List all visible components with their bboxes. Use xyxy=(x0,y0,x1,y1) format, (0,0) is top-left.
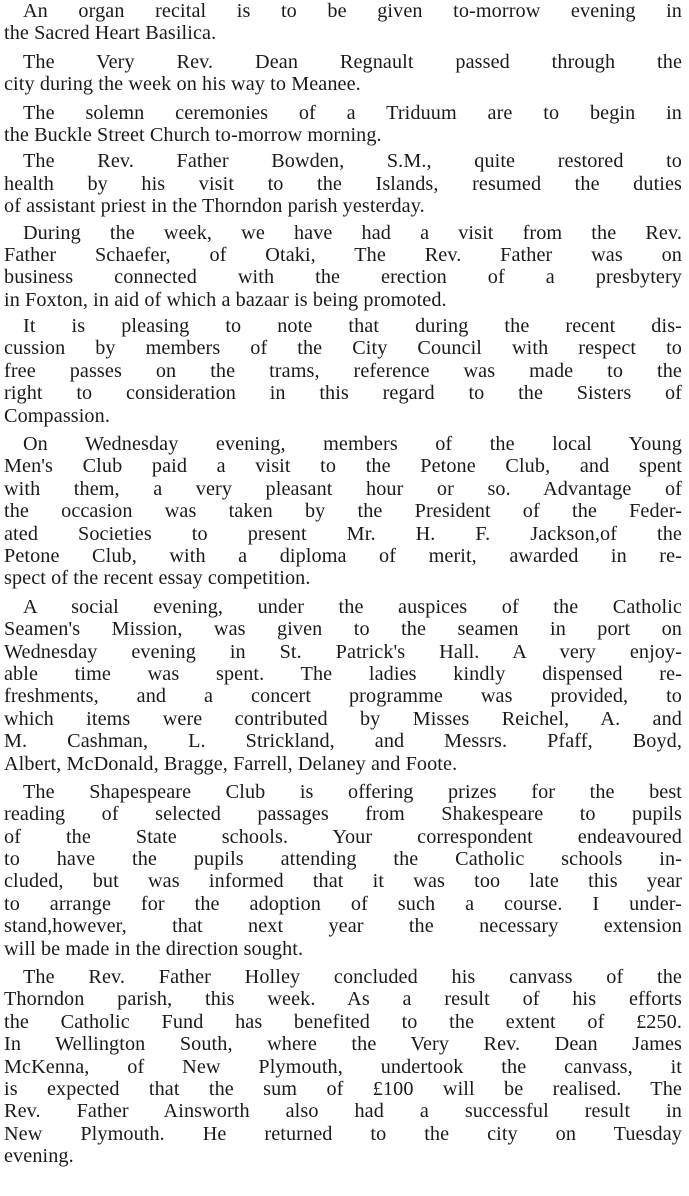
news-paragraph xyxy=(4,966,682,1168)
text-line: evening. xyxy=(4,1145,74,1168)
text-line: of the State schools. Your correspondent endeavoured xyxy=(4,825,682,848)
text-line: to arrange for the adoption of such a course. I under- xyxy=(4,892,682,915)
news-column xyxy=(4,0,682,1168)
text-line: Father Schaefer, of Otaki, The Rev. Father was on xyxy=(4,243,682,266)
news-paragraph xyxy=(4,222,682,312)
text-line: the Sacred Heart Basilica. xyxy=(4,22,217,45)
news-paragraph xyxy=(4,0,682,45)
text-line: stand,however, that next year the necessary extension xyxy=(4,915,682,938)
text-line: McKenna, of New Plymouth, undertook the canvass, it xyxy=(4,1055,682,1078)
text-line: of assistant priest in the Thorndon parish yesterday. xyxy=(4,195,425,218)
text-line: reading of selected passages from Shakespeare to pupils xyxy=(4,803,682,826)
text-line: Albert, McDonald, Bragge, Farrell, Delaney and Foote. xyxy=(4,752,458,775)
text-line: The Rev. Father Holley concluded his canvass of the xyxy=(23,966,682,989)
text-line: ated Societies to present Mr. H. F. Jackson,of the xyxy=(4,522,682,545)
news-paragraph xyxy=(4,51,682,96)
text-line: An organ recital is to be given to-morrow evening in xyxy=(23,0,682,22)
text-line: will be made in the direction sought. xyxy=(4,937,304,960)
news-paragraph xyxy=(4,781,682,960)
news-paragraph xyxy=(4,433,682,590)
text-line: Men's Club paid a visit to the Petone Club, and spent xyxy=(4,455,682,478)
text-line: cluded, but was informed that it was too late this year xyxy=(4,870,682,893)
text-line: The Shapespeare Club is offering prizes for the best xyxy=(23,780,682,803)
text-line: The Rev. Father Bowden, S.M., quite restored to xyxy=(23,150,682,173)
text-line: able time was spent. The ladies kindly dispensed re- xyxy=(4,662,682,685)
text-line: right to consideration in this regard to the Sisters of xyxy=(4,382,682,405)
text-line: spect of the recent essay competition. xyxy=(4,567,311,590)
text-line: free passes on the trams, reference was made to the xyxy=(4,359,682,382)
text-line: The solemn ceremonies of a Triduum are to begin in xyxy=(23,101,682,124)
news-paragraph xyxy=(4,315,682,427)
text-line: Seamen's Mission, was given to the seamen in port on xyxy=(4,618,682,641)
text-line: Rev. Father Ainsworth also had a successful result in xyxy=(4,1100,682,1123)
text-line: A social evening, under the auspices of the Catholic xyxy=(23,595,682,618)
text-line: Thorndon parish, this week. As a result of his efforts xyxy=(4,988,682,1011)
text-line: Wednesday evening in St. Patrick's Hall. A very enjoy- xyxy=(4,640,682,663)
text-line: business connected with the erection of a presbytery xyxy=(4,266,682,289)
text-line: In Wellington South, where the Very Rev. Dean James xyxy=(4,1033,682,1056)
text-line: the Buckle Street Church to-morrow morning. xyxy=(4,123,382,146)
text-line: with them, a very pleasant hour or so. Advantage of xyxy=(4,477,682,500)
text-line: The Very Rev. Dean Regnault passed through the xyxy=(23,50,682,73)
news-paragraph xyxy=(4,596,682,775)
text-line: Compassion. xyxy=(4,404,110,427)
text-line: Petone Club, with a diploma of merit, awarded in re- xyxy=(4,544,682,567)
text-line: the Catholic Fund has benefited to the extent of £250. xyxy=(4,1010,682,1033)
text-line: New Plymouth. He returned to the city on Tuesday xyxy=(4,1122,682,1145)
text-line: During the week, we have had a visit from the Rev. xyxy=(23,221,682,244)
text-line: freshments, and a concert programme was provided, to xyxy=(4,685,682,708)
text-line: which items were contributed by Misses Reichel, A. and xyxy=(4,707,682,730)
text-line: to have the pupils attending the Catholic schools in- xyxy=(4,848,682,871)
text-line: On Wednesday evening, members of the local Young xyxy=(23,433,682,456)
news-paragraph xyxy=(4,102,682,147)
text-line: in Foxton, in aid of which a bazaar is being promoted. xyxy=(4,288,447,311)
text-line: M. Cashman, L. Strickland, and Messrs. Pfaff, Boyd, xyxy=(4,730,682,753)
text-line: health by his visit to the Islands, resumed the duties xyxy=(4,172,682,195)
text-line: cussion by members of the City Council with respect to xyxy=(4,337,682,360)
text-line: is expected that the sum of £100 will be realised. The xyxy=(4,1077,682,1100)
text-line: the occasion was taken by the President of the Feder- xyxy=(4,500,682,523)
text-line: It is pleasing to note that during the recent dis- xyxy=(23,315,682,338)
text-line: city during the week on his way to Meanee. xyxy=(4,73,361,96)
news-paragraph xyxy=(4,150,682,217)
